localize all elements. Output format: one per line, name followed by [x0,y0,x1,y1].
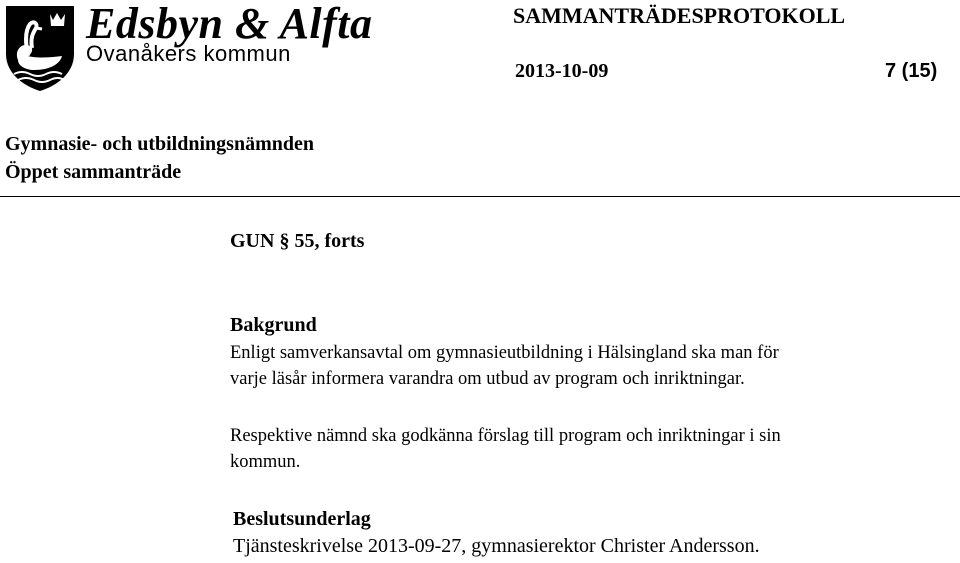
background-line: Enligt samverkansavtal om gymnasieutbildning i Hälsingland ska man för [230,343,779,363]
swan-crown-shield-icon [4,2,76,92]
brand-name: Edsbyn & Alfta [86,0,373,48]
header-divider [0,196,960,197]
basis-text: Tjänsteskrivelse 2013-09-27, gymnasierektor Christer Andersson. [233,535,760,557]
background-line: varje läsår informera varandra om utbud av program och inriktningar. [230,369,745,389]
background-heading: Bakgrund [230,314,317,336]
brand-subtitle: Ovanåkers kommun [86,41,291,66]
paragraph-line: Respektive nämnd ska godkänna förslag till program och inriktningar i sin [230,426,781,446]
meeting-date: 2013-10-09 [515,60,609,82]
document-type: SAMMANTRÄDESPROTOKOLL [513,3,846,28]
basis-heading: Beslutsunderlag [233,508,371,530]
page-number: 7 (15) [885,60,938,82]
committee-name: Gymnasie- och utbildningsnämnden [5,133,314,155]
session-type: Öppet sammanträde [5,161,182,183]
section-reference: GUN § 55, forts [230,230,365,252]
paragraph-line: kommun. [230,452,301,472]
municipality-logo [4,2,76,92]
